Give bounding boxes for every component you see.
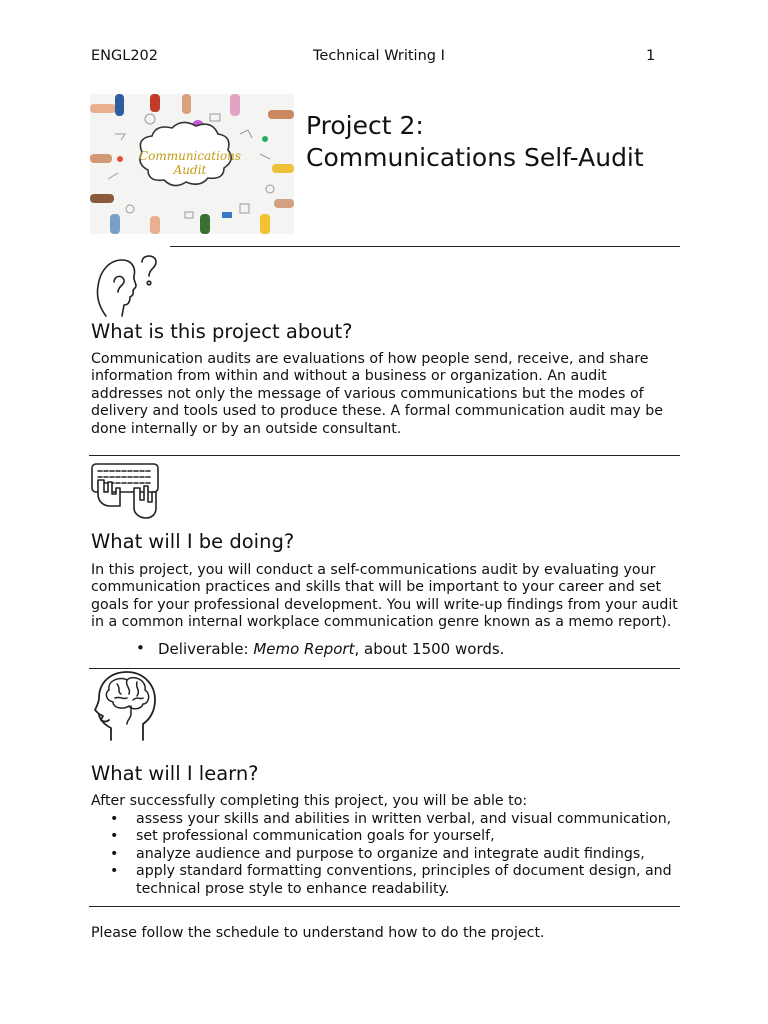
bubble-text-line2: Audit [173,163,207,177]
list-item: • set professional communication goals for yourself, [110,828,680,845]
deliverable-label: Deliverable: [158,640,254,658]
divider [170,246,680,247]
deliverable-detail: , about 1500 words. [354,640,505,658]
list-item: • assess your skills and abilities in written verbal, and visual communication, [110,811,680,828]
bullet: • [136,639,145,657]
communications-audit-banner [90,94,294,234]
page-title [306,110,644,174]
list-item: • apply standard formatting conventions, principles of document design, and technical prose style to enhance readability. [110,863,680,898]
list-item: • analyze audience and purpose to organize and integrate audit findings, [110,846,680,863]
keyboard-hands-icon [90,462,160,520]
footer-note: Please follow the schedule to understand how to do the project. [91,925,545,941]
doing-heading: What will I be doing? [91,530,295,553]
head-question-icon [92,252,164,320]
deliverable-name: Memo Report [253,640,355,658]
banner-illustration [90,94,294,234]
learn-heading: What will I learn? [91,762,259,785]
about-paragraph: Communication audits are evaluations of how people send, receive, and share information from within and without a business or organization. An audit addresses not only the message of various communications but the modes of delivery and tools used to produce these. A formal communication audit may be done internally or by an outside consultant. [91,351,664,437]
bubble-text-line1: Communications [138,149,242,163]
divider [89,668,680,669]
learning-outcomes-list [110,811,680,898]
title-line-2: Communications Self-Audit [306,143,644,172]
header-page-number: 1 [646,48,656,64]
doing-paragraph: In this project, you will conduct a self-communications audit by evaluating your communication practices and skills that will be important to your career and set goals for your professional development. You will write-up findings from your audit in a common internal workplace communication genre known as a memo report). [91,562,678,631]
title-line-1: Project 2: [306,111,424,140]
divider [89,455,680,456]
about-heading: What is this project about? [91,320,353,343]
divider [89,906,680,907]
deliverable-text [158,640,504,658]
head-brain-icon [93,670,157,742]
header-course-title: Technical Writing I [313,48,445,64]
learn-intro: After successfully completing this project, you will be able to: [91,793,528,809]
header-course-code: ENGL202 [91,48,158,64]
